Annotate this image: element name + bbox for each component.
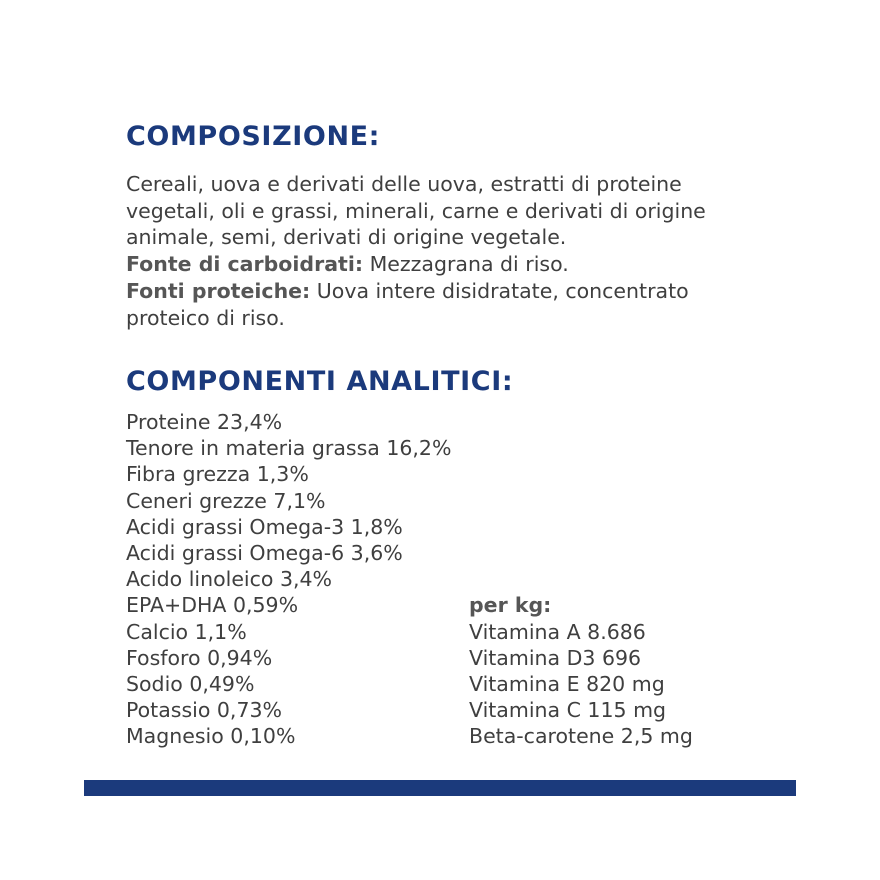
composizione-text: [126, 171, 766, 331]
analytic-item: Calcio 1,1%: [126, 619, 247, 644]
carb-source-value: Mezzagrana di riso.: [363, 252, 569, 277]
analytic-item: Acido linoleico 3,4%: [126, 567, 333, 592]
analytic-item: Tenore in materia grassa 16,2%: [126, 436, 452, 461]
bottom-divider-bar: [84, 780, 796, 796]
analytic-item: EPA+DHA 0,59%: [126, 593, 299, 618]
vitamin-item: Vitamina E 820 mg: [469, 671, 665, 696]
protein-source: [126, 278, 766, 331]
analytic-item: Potassio 0,73%: [126, 698, 283, 723]
carb-source: [126, 251, 766, 278]
vitamin-item: Beta-carotene 2,5 mg: [469, 724, 693, 749]
vitamin-item: Vitamina A 8.686: [469, 619, 646, 644]
per-kg-label: per kg:: [469, 593, 552, 618]
analytic-item: Ceneri grezze 7,1%: [126, 488, 326, 513]
analytic-item: Fibra grezza 1,3%: [126, 462, 309, 487]
protein-source-label: Fonti proteiche:: [126, 278, 311, 303]
carb-source-label: Fonte di carboidrati:: [126, 252, 364, 277]
analytic-item: Proteine 23,4%: [126, 410, 283, 434]
ingredients-text: Cereali, uova e derivati delle uova, estratti di proteine vegetali, oli e grassi, minerali, carne e derivati di origine animale, semi, derivati di origine vegetale.: [126, 172, 706, 250]
analytic-item: Magnesio 0,10%: [126, 724, 296, 749]
analytic-item: Acidi grassi Omega-3 1,8%: [126, 514, 403, 539]
vitamin-item: Vitamina D3 696: [469, 645, 642, 670]
vitamin-item: Vitamina C 115 mg: [469, 698, 667, 723]
analytic-item: Acidi grassi Omega-6 3,6%: [126, 540, 403, 565]
composizione-heading: COMPOSIZIONE:: [126, 121, 381, 152]
analytic-item: Fosforo 0,94%: [126, 645, 273, 670]
protein-source-value: Uova intere disidratate, concentrato proteico di riso.: [126, 278, 689, 330]
vitamin-list: [469, 592, 693, 749]
analytic-list: [126, 409, 451, 749]
analytic-item: Sodio 0,49%: [126, 671, 255, 696]
analitici-heading: COMPONENTI ANALITICI:: [126, 366, 514, 397]
